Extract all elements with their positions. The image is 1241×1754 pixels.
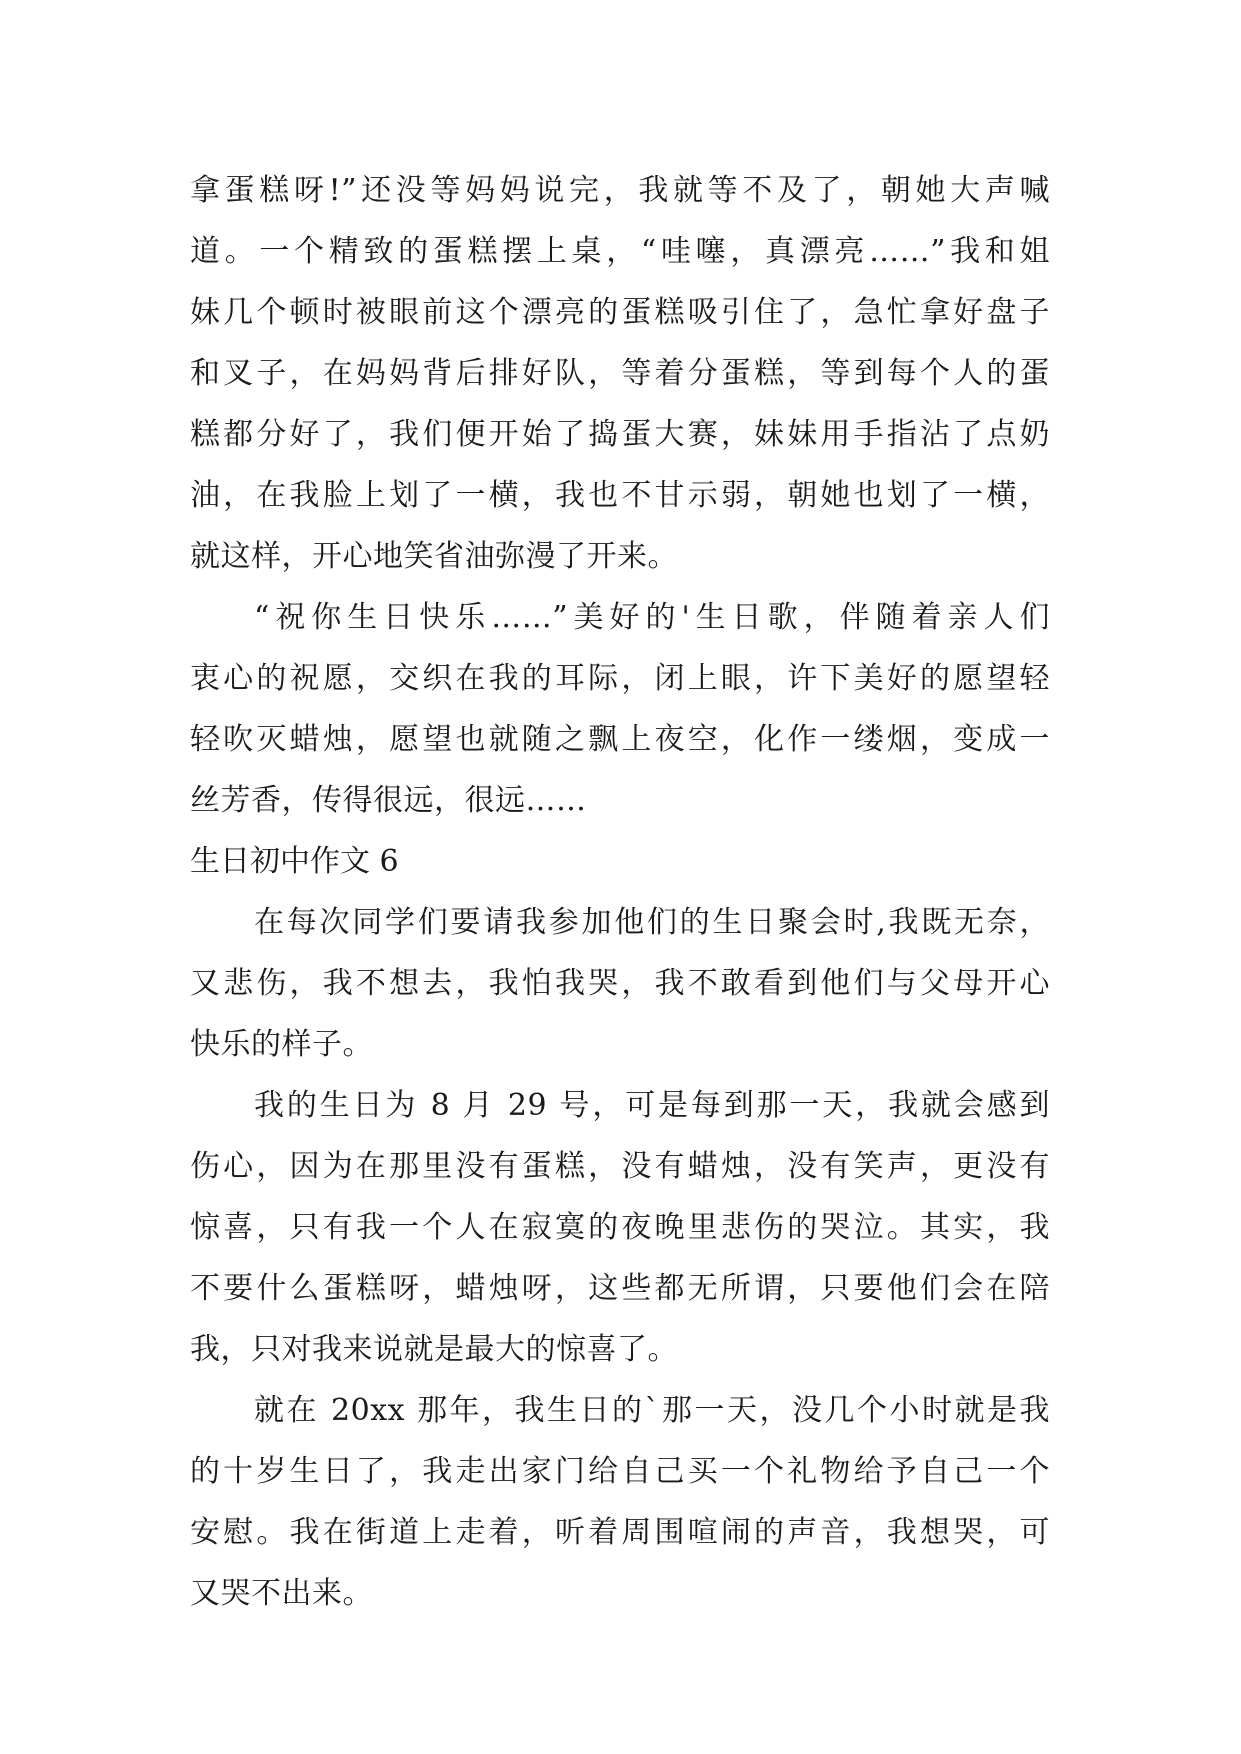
text-line: 轻吹灭蜡烛，愿望也就随之飘上夜空，化作一缕烟，变成一	[190, 722, 1050, 757]
paragraph-5	[190, 1380, 1050, 1624]
text-line: 伤心，因为在那里没有蛋糕，没有蜡烛，没有笑声，更没有	[190, 1149, 1050, 1184]
document-page	[190, 160, 1050, 1624]
text-line: 和叉子，在妈妈背后排好队，等着分蛋糕，等到每个人的蛋	[190, 356, 1050, 391]
text-line: 我，只对我来说就是最大的惊喜了。	[190, 1332, 678, 1367]
paragraph-1	[190, 160, 1050, 587]
text-line: 道。一个精致的蛋糕摆上桌，“哇噻，真漂亮……”我和姐	[190, 234, 1050, 269]
text-line: 拿蛋糕呀!”还没等妈妈说完，我就等不及了，朝她大声喊	[190, 173, 1050, 208]
text-line: 安慰。我在街道上走着，听着周围喧闹的声音，我想哭，可	[190, 1515, 1050, 1550]
text-line: 在每次同学们要请我参加他们的生日聚会时,我既无奈，	[254, 905, 1050, 940]
section-heading: 生日初中作文 6	[190, 844, 399, 879]
text-line: 就在 20xx 那年，我生日的`那一天，没几个小时就是我	[254, 1393, 1050, 1428]
text-line: 妹几个顿时被眼前这个漂亮的蛋糕吸引住了，急忙拿好盘子	[190, 295, 1050, 330]
paragraph-3	[190, 892, 1050, 1075]
text-line: “祝你生日快乐……”美好的'生日歌，伴随着亲人们	[254, 600, 1050, 635]
text-line: 衷心的祝愿，交织在我的耳际，闭上眼，许下美好的愿望轻	[190, 661, 1050, 696]
text-line: 快乐的样子。	[190, 1027, 373, 1062]
text-line: 又悲伤，我不想去，我怕我哭，我不敢看到他们与父母开心	[190, 966, 1050, 1001]
text-line: 油，在我脸上划了一横，我也不甘示弱，朝她也划了一横，	[190, 478, 1050, 513]
paragraph-4	[190, 1075, 1050, 1380]
paragraph-2	[190, 587, 1050, 831]
text-line: 惊喜，只有我一个人在寂寞的夜晚里悲伤的哭泣。其实，我	[190, 1210, 1050, 1245]
text-line: 又哭不出来。	[190, 1576, 373, 1611]
text-line: 不要什么蛋糕呀，蜡烛呀，这些都无所谓，只要他们会在陪	[190, 1271, 1050, 1306]
text-line: 丝芳香，传得很远，很远……	[190, 783, 587, 818]
text-line: 就这样，开心地笑省油弥漫了开来。	[190, 539, 678, 574]
text-line: 糕都分好了，我们便开始了捣蛋大赛，妹妹用手指沾了点奶	[190, 417, 1050, 452]
text-line: 我的生日为 8 月 29 号，可是每到那一天，我就会感到	[254, 1088, 1050, 1123]
text-line: 的十岁生日了，我走出家门给自己买一个礼物给予自己一个	[190, 1454, 1050, 1489]
